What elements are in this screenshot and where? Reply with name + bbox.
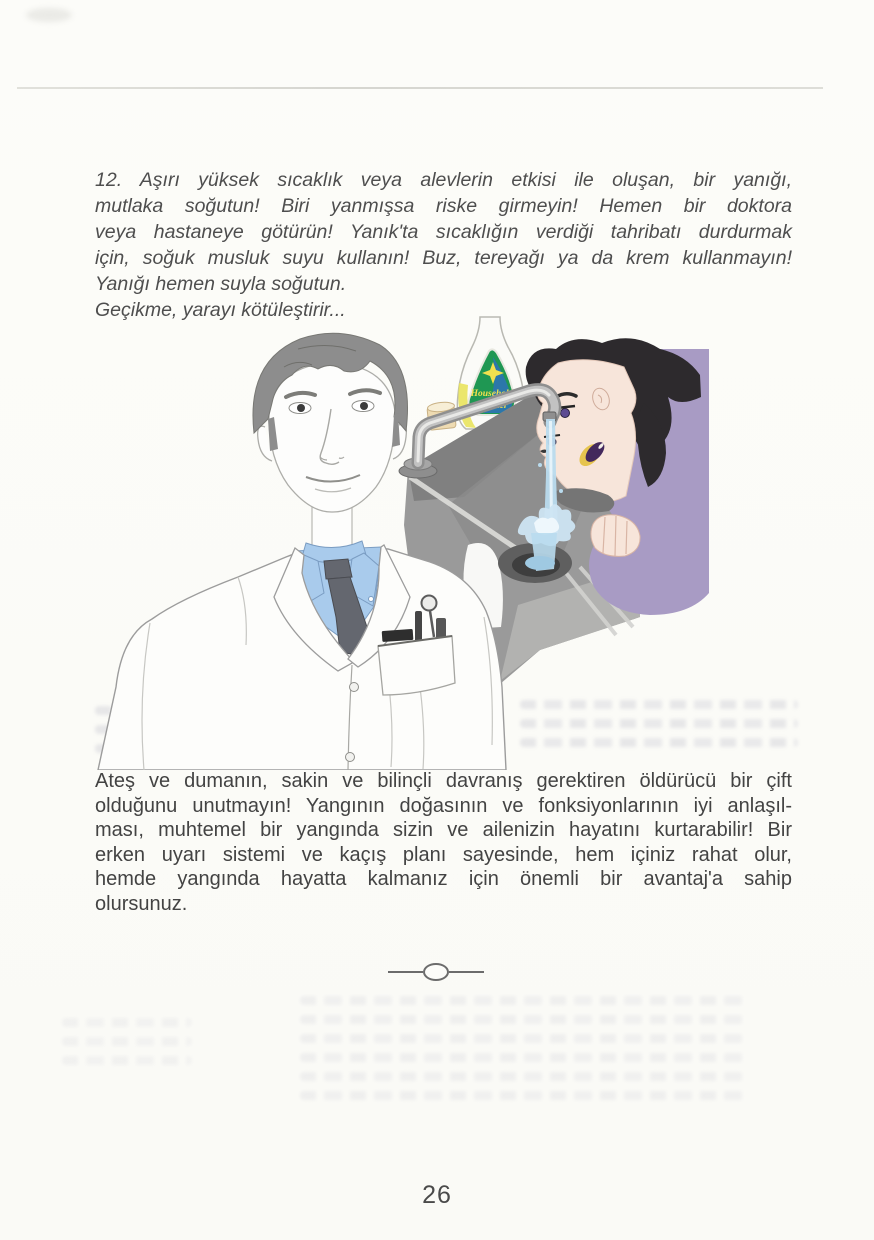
comb [382, 629, 414, 642]
divider-oval-icon [423, 963, 449, 981]
intro-paragraph [95, 167, 792, 323]
header-rule [17, 87, 823, 89]
intro-line: mutlaka soğutun! Biri yanmışsa riske girmeyin! Hemen bir doktora [95, 195, 792, 217]
body-line: hemde yangında hayatta kalmanız için önemli bir avantaj'a sahip [95, 868, 792, 891]
scan-smudge [26, 8, 72, 22]
body-line: erken uyarı sistemi ve kaçış planı sayesinde, hem içiniz rahat olur, [95, 843, 792, 866]
dental-mirror [422, 596, 437, 611]
intro-line: veya hastaneye götürün! Yanık'ta sıcaklığın verdiği tahribatı durdurmak [95, 221, 792, 243]
pen [415, 611, 422, 643]
intro-line: Yanığı hemen suyla soğutun. [95, 273, 347, 295]
tie [324, 559, 352, 579]
page-number: 26 [422, 1181, 452, 1209]
bottle-label-line2: Cleaner [476, 401, 508, 411]
bleed-through-text [62, 1008, 192, 1075]
bottle-label-line1: Household [470, 389, 514, 399]
divider-line [449, 971, 484, 973]
body-line: olursunuz. [95, 892, 188, 915]
divider-line [388, 971, 423, 973]
body-line: ması, muhtemel bir yangında sizin ve ailenizin hayatını kurtarabilir! Bir [95, 819, 792, 842]
intro-line: için, soğuk musluk suyu kullanın! Buz, tereyağı ya da krem kullanmayın! [95, 247, 792, 269]
intro-line: 12. Aşırı yüksek sıcaklık veya alevlerin etkisi ile oluşan, bir yanığı, [95, 169, 792, 191]
body-paragraph [95, 769, 792, 917]
body-line: olduğunu unutmayın! Yangının doğasının ve fonksiyonlarının iyi anlaşıl- [95, 794, 792, 817]
burn-first-aid-illustration [88, 305, 710, 770]
intro-line: Geçikme, yarayı kötüleştirir... [95, 299, 346, 321]
coat-button [346, 753, 355, 762]
body-line: Ateş ve dumanın, sakin ve bilinçli davranış gerektiren öldürücü bir çift [95, 770, 792, 792]
eye [561, 409, 570, 418]
bleed-through-text [300, 986, 750, 1110]
coat-button [350, 683, 359, 692]
section-divider [388, 963, 484, 981]
doctor-face [269, 363, 395, 512]
